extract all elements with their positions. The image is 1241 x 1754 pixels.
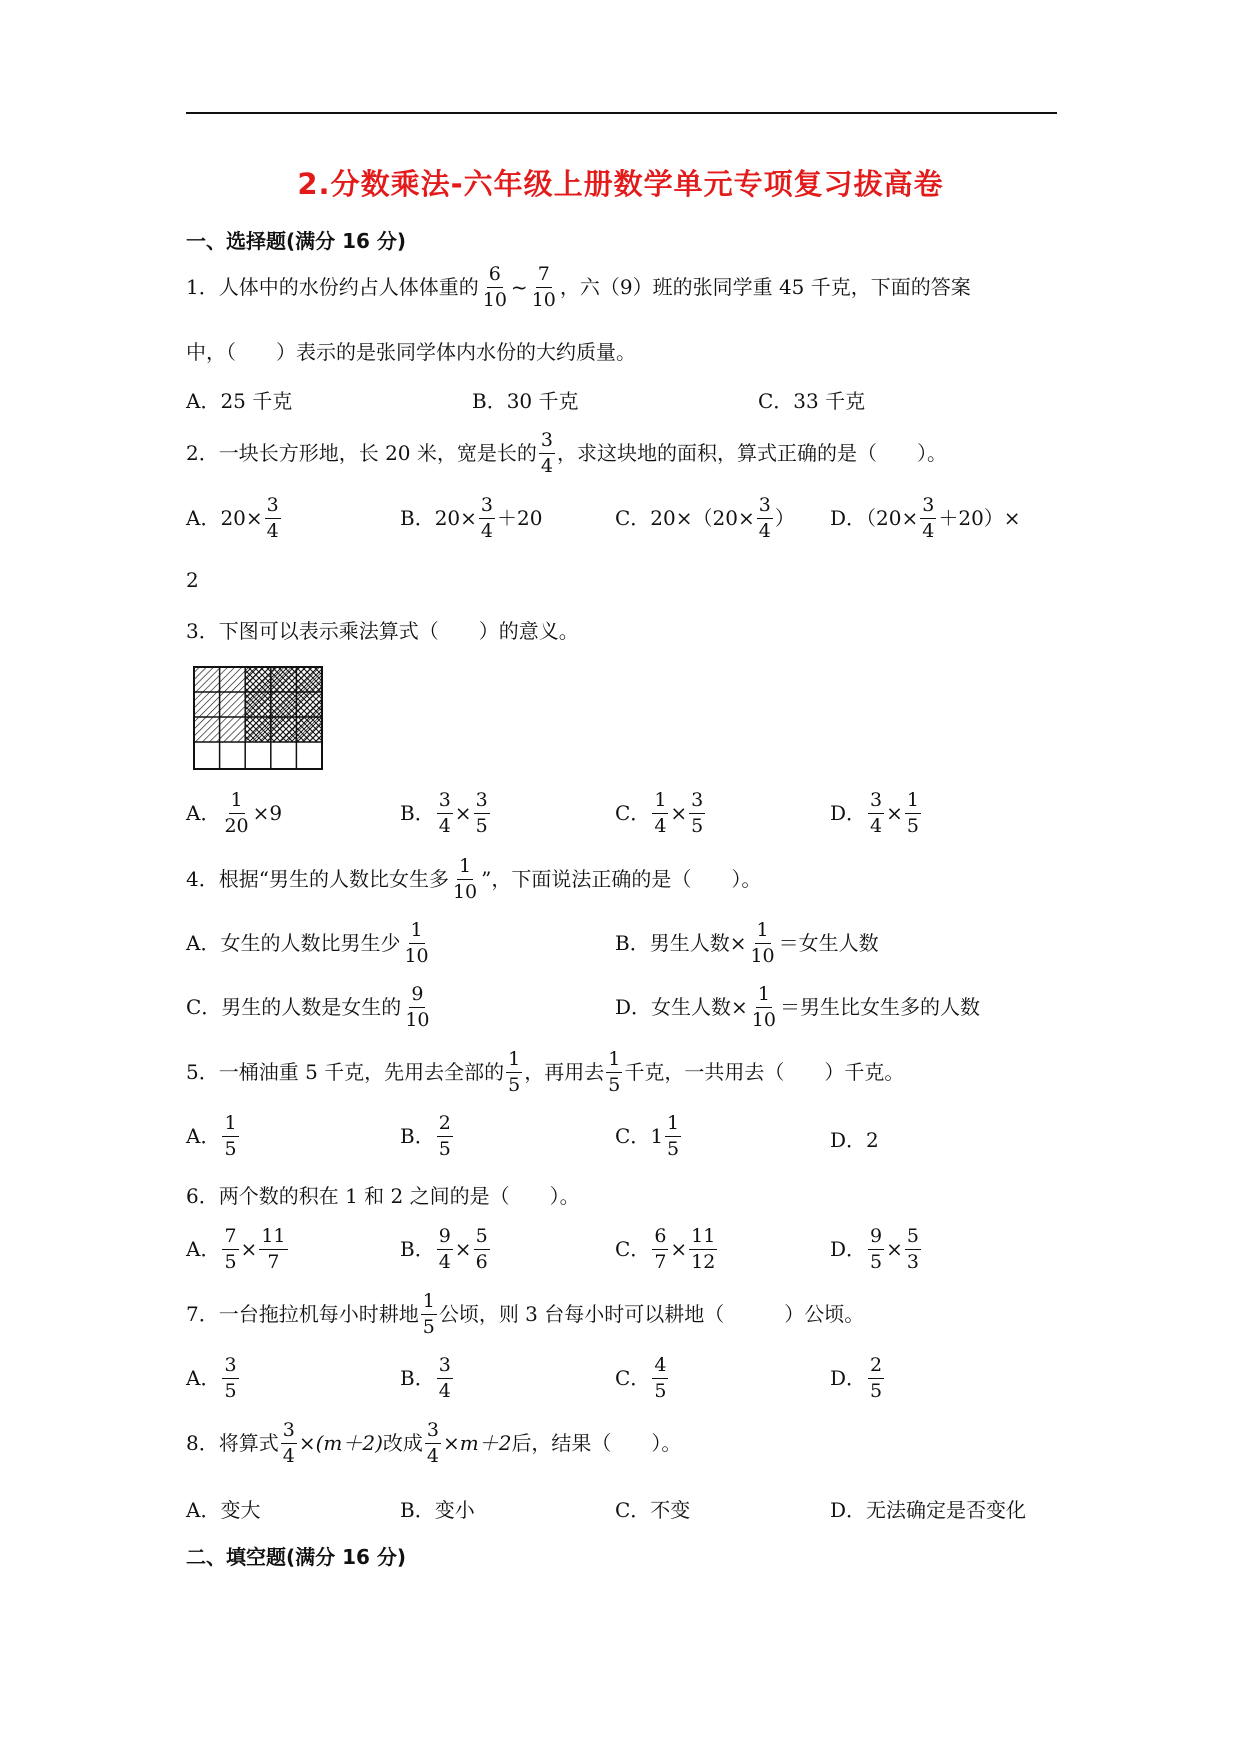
fraction: $\frac{3}{4}$ — [922, 494, 935, 542]
fraction: $\frac{1}{5}$ — [224, 1112, 237, 1160]
fraction: $\frac{3}{4}$ — [758, 494, 771, 542]
question-7: 7．一台拖拉机每小时耕地 $\frac{1}{5}$ 公顷，则 3 台每小时可以耕地（ ）公顷。 — [186, 1290, 865, 1338]
q5-option-c: C．1 $\frac{1}{5}$ — [615, 1112, 680, 1160]
fraction: $\frac{3}{4}$ — [266, 494, 279, 542]
fraction: $\frac{6}{10}$ — [482, 263, 507, 311]
q4-option-c: C．男生的人数是女生的 $\frac{9}{10}$ — [186, 983, 430, 1031]
fraction: $\frac{1}{4}$ — [654, 789, 667, 837]
fraction: $\frac{3}{4}$ — [438, 1354, 451, 1402]
q6-option-b: B． $\frac{9}{4}$ × $\frac{5}{6}$ — [400, 1225, 488, 1273]
fraction: $\frac{9}{5}$ — [870, 1225, 883, 1273]
q4-option-b: B．男生人数× $\frac{1}{10}$ ＝女生人数 — [615, 919, 879, 967]
fraction: $\frac{3}{4}$ — [282, 1419, 295, 1467]
question-8: 8．将算式 $\frac{3}{4}$ ×(m＋2)改成 $\frac{3}{4}$ ×m＋2后，结果（ ）。 — [186, 1419, 682, 1467]
q7-option-b: B． $\frac{3}{4}$ — [400, 1354, 451, 1402]
q2-option-d: D．（20× $\frac{3}{4}$ ＋20）× — [830, 494, 1021, 542]
q1-option-b: B．30 千克 — [472, 389, 579, 413]
fraction: $\frac{1}{5}$ — [906, 789, 919, 837]
q2-option-d-wrap: 2 — [186, 568, 199, 592]
question-1: 1．人体中的水份约占人体体重的 $\frac{6}{10}$ ~ $\frac{7}{10}$ ，六（9）班的张同学重 45 千克，下面的答案 — [186, 263, 971, 311]
question-6: 6．两个数的积在 1 和 2 之间的是（ ）。 — [186, 1184, 580, 1208]
question-3: 3．下图可以表示乘法算式（ ）的意义。 — [186, 619, 579, 643]
q5-option-a: A． $\frac{1}{5}$ — [186, 1112, 237, 1160]
fraction: $\frac{1}{20}$ — [224, 789, 249, 837]
q4-option-d: D．女生人数× $\frac{1}{10}$ ＝男生比女生多的人数 — [615, 983, 980, 1031]
fraction: $\frac{3}{4}$ — [540, 429, 553, 477]
fraction: $\frac{3}{5}$ — [475, 789, 488, 837]
fraction: $\frac{5}{6}$ — [475, 1225, 488, 1273]
q7-option-c: C． $\frac{4}{5}$ — [615, 1354, 667, 1402]
fraction: $\frac{1}{10}$ — [452, 855, 478, 903]
section-heading-fill: 二、填空题(满分 16 分) — [186, 1545, 407, 1569]
fraction: $\frac{3}{4}$ — [480, 494, 493, 542]
fraction: $\frac{7}{5}$ — [224, 1225, 237, 1273]
fraction: $\frac{11}{7}$ — [261, 1225, 286, 1273]
fraction: $\frac{3}{4}$ — [426, 1419, 439, 1467]
question-2: 2．一块长方形地，长 20 米，宽是长的 $\frac{3}{4}$ ，求这块地的面积，算式正确的是（ ）。 — [186, 429, 947, 477]
q2-option-a: A．20× $\frac{3}{4}$ — [186, 494, 279, 542]
q4-option-a: A．女生的人数比男生少 $\frac{1}{10}$ — [186, 919, 429, 967]
q7-option-a: A． $\frac{3}{5}$ — [186, 1354, 237, 1402]
q1-option-a: A．25 千克 — [186, 389, 293, 413]
q6-option-d: D． $\frac{9}{5}$ × $\frac{5}{3}$ — [830, 1225, 919, 1273]
q3-option-c: C． $\frac{1}{4}$ × $\frac{3}{5}$ — [615, 789, 704, 837]
fraction: $\frac{3}{5}$ — [691, 789, 704, 837]
q6-option-a: A． $\frac{7}{5}$ × $\frac{11}{7}$ — [186, 1225, 286, 1273]
question-4: 4．根据“男生的人数比女生多 $\frac{1}{10}$ ”，下面说法正确的是（ ）。 — [186, 855, 762, 903]
fraction: $\frac{9}{10}$ — [405, 983, 430, 1031]
fraction: $\frac{6}{7}$ — [654, 1225, 667, 1273]
question-5: 5．一桶油重 5 千克，先用去全部的 $\frac{1}{5}$ ，再用去 $\frac{1}{5}$ 千克，一共用去（ ）千克。 — [186, 1048, 905, 1096]
header-rule — [186, 112, 1057, 114]
section-heading-choice: 一、选择题(满分 16 分) — [186, 229, 407, 253]
fraction: $\frac{1}{10}$ — [751, 983, 776, 1031]
q8-option-b: B．变小 — [400, 1498, 475, 1522]
q8-option-d: D．无法确定是否变化 — [830, 1498, 1027, 1522]
q7-option-d: D． $\frac{2}{5}$ — [830, 1354, 883, 1402]
fraction: $\frac{1}{5}$ — [422, 1290, 435, 1338]
q8-option-c: C．不变 — [615, 1498, 691, 1522]
q2-option-b: B．20× $\frac{3}{4}$ ＋20 — [400, 494, 543, 542]
fraction: $\frac{2}{5}$ — [438, 1112, 451, 1160]
fraction: $\frac{3}{4}$ — [870, 789, 883, 837]
q2-option-c: C．20×（20× $\frac{3}{4}$ ） — [615, 494, 795, 542]
fraction: $\frac{11}{12}$ — [691, 1225, 716, 1273]
q8-option-a: A．变大 — [186, 1498, 261, 1522]
fraction: $\frac{1}{5}$ — [608, 1048, 621, 1096]
fraction: $\frac{1}{5}$ — [508, 1048, 521, 1096]
fraction: $\frac{7}{10}$ — [531, 263, 556, 311]
q3-option-b: B． $\frac{3}{4}$ × $\frac{3}{5}$ — [400, 789, 488, 837]
shaded-grid-figure — [193, 666, 323, 770]
page-title: 2.分数乘法-六年级上册数学单元专项复习拔高卷 — [297, 167, 944, 201]
fraction: $\frac{1}{5}$ — [667, 1112, 680, 1160]
fraction: $\frac{5}{3}$ — [906, 1225, 919, 1273]
fraction: $\frac{3}{4}$ — [438, 789, 451, 837]
fraction: $\frac{9}{4}$ — [438, 1225, 451, 1273]
fraction: $\frac{3}{5}$ — [224, 1354, 237, 1402]
question-1-line2: 中，（ ）表示的是张同学体内水份的大约质量。 — [186, 340, 636, 364]
q5-option-d: D．2 — [830, 1128, 879, 1152]
q5-option-b: B． $\frac{2}{5}$ — [400, 1112, 451, 1160]
q6-option-c: C． $\frac{6}{7}$ × $\frac{11}{12}$ — [615, 1225, 716, 1273]
grid-cells — [194, 667, 322, 769]
q1-option-c: C．33 千克 — [758, 389, 866, 413]
q3-option-a: A． $\frac{1}{20}$ ×9 — [186, 789, 283, 837]
fraction: $\frac{1}{10}$ — [404, 919, 429, 967]
fraction: $\frac{1}{10}$ — [750, 919, 775, 967]
q3-option-d: D． $\frac{3}{4}$ × $\frac{1}{5}$ — [830, 789, 919, 837]
fraction: $\frac{4}{5}$ — [654, 1354, 667, 1402]
fraction: $\frac{2}{5}$ — [870, 1354, 883, 1402]
